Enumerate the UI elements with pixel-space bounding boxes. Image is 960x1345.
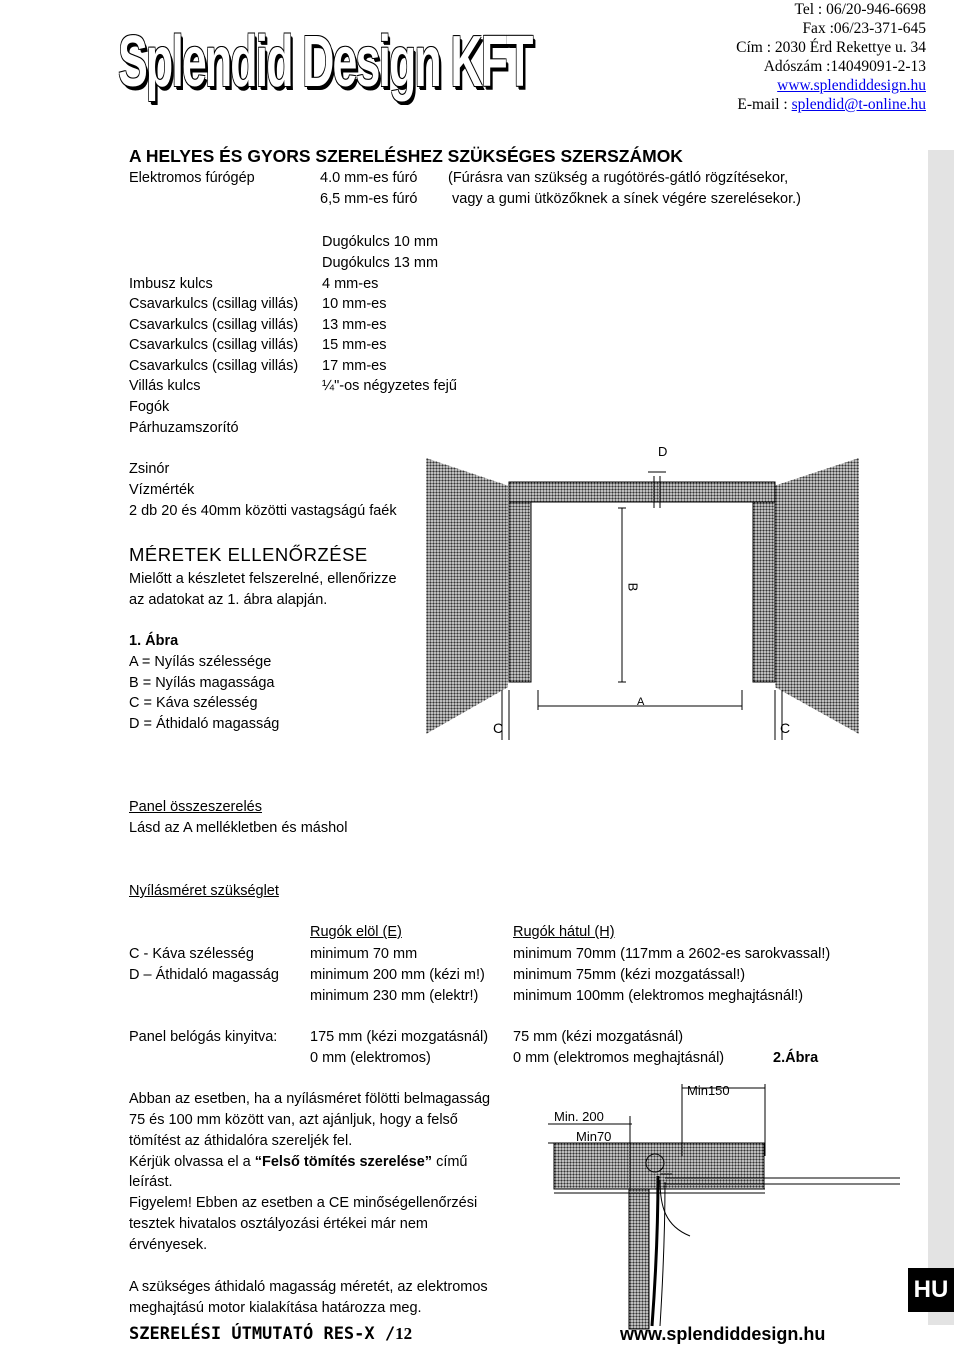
dimension-lines: [420, 440, 870, 750]
footer-manual: [129, 1323, 412, 1345]
tool-name: Csavarkulcs (csillag villás): [129, 337, 299, 353]
page-number: 12: [395, 1324, 413, 1343]
address: Cím : 2030 Érd Rekettye u. 34: [736, 39, 926, 56]
dimension-label-min150: Min150: [687, 1083, 730, 1098]
fax-number: Fax :06/23-371-645: [802, 20, 926, 37]
tool-name: Fogók: [129, 399, 170, 415]
company-logo: Splendid Design KFT: [118, 22, 532, 102]
dimension-label-min70: Min70: [576, 1129, 612, 1144]
panel-row-label: Panel belógás kinyitva:: [129, 1029, 278, 1045]
measurements-title: MÉRETEK ELLENŐRZÉSE: [129, 544, 368, 565]
note-line: tömítést az áthidalóra szereljék fel.: [129, 1133, 353, 1149]
row-label: C - Káva szélesség: [129, 946, 254, 962]
note-line: 75 és 100 mm között van, azt ajánljuk, hogy a felső: [129, 1112, 458, 1128]
row-back: minimum 75mm (kézi mozgatással!): [513, 967, 746, 983]
email-link[interactable]: splendid@t-online.hu: [791, 96, 926, 113]
tool-size: ¼"-os négyzetes fejű: [322, 378, 457, 394]
final-note-line: meghajtású motor kialakítása határozza meg.: [129, 1300, 422, 1316]
dimension-label-d: D: [658, 444, 668, 459]
tool-name: Csavarkulcs (csillag villás): [129, 358, 299, 374]
row-front: minimum 230 mm (elektr!): [310, 988, 479, 1004]
extra-tool: Vízmérték: [129, 482, 195, 498]
socket-wrench-13: Dugókulcs 13 mm: [322, 255, 439, 271]
row-front: minimum 200 mm (kézi m!): [310, 967, 485, 983]
email-line: [736, 95, 926, 114]
figure-2-title: 2.Ábra: [773, 1050, 819, 1066]
drill-note-1: (Fúrásra van szükség a rugótörés-gátló rögzítésekor,: [448, 170, 789, 186]
website-link[interactable]: www.splendiddesign.hu: [777, 77, 926, 94]
final-note-line: A szükséges áthidaló magasság méretét, az elektromos: [129, 1279, 488, 1295]
panel-row-back-2: 0 mm (elektromos meghajtásnál): [513, 1050, 725, 1066]
tool-size: 15 mm-es: [322, 337, 387, 353]
measurements-intro-1: Mielőtt a készletet felszerelné, ellenőrizze: [129, 571, 397, 587]
note-reference: “Felső tömítés szerelése”: [254, 1154, 433, 1170]
figure-1-title: 1. Ábra: [129, 633, 179, 649]
opening-title: Nyílásméret szükséglet: [129, 883, 279, 899]
tool-size: 10 mm-es: [322, 296, 387, 312]
tool-name: Csavarkulcs (csillag villás): [129, 296, 299, 312]
panel-row-back-1: 75 mm (kézi mozgatásnál): [513, 1029, 684, 1045]
note-line: tesztek hivatalos osztályozási értékei már nem: [129, 1216, 428, 1232]
legend-b: B = Nyílás magassága: [129, 675, 275, 691]
tax-number: Adószám :14049091-2-13: [763, 58, 926, 75]
extra-tool: Zsinór: [129, 461, 170, 477]
dimension-label-c-right: C: [780, 720, 791, 736]
col-back-springs: Rugók hátul (H): [513, 924, 615, 940]
tool-name: Villás kulcs: [129, 378, 201, 394]
panel-title: Panel összeszerelés: [129, 799, 262, 815]
panel-text: Lásd az A mellékletben és máshol: [129, 820, 348, 836]
tool-name: Párhuzamszorító: [129, 420, 239, 436]
drill-note-2: vagy a gumi ütközőknek a sínek végére szerelésekor.): [452, 191, 801, 207]
tool-size: 4 mm-es: [322, 276, 379, 292]
note-line: leírást.: [129, 1174, 173, 1190]
note-text: Kérjük olvassa el a: [129, 1154, 255, 1170]
language-badge: HU: [908, 1268, 954, 1312]
phone-number: Tel : 06/20-946-6698: [794, 1, 926, 18]
legend-d: D = Áthidaló magasság: [129, 716, 280, 732]
tool-size: 13 mm-es: [322, 317, 387, 333]
dimension-label-b: B: [625, 582, 641, 592]
panel-row-front-1: 175 mm (kézi mozgatásnál): [310, 1029, 489, 1045]
dimension-label-a: A: [637, 696, 645, 708]
dimension-label-c-left: C: [493, 720, 504, 736]
dimension-label-min200: Min. 200: [554, 1109, 604, 1124]
tool-size: 17 mm-es: [322, 358, 387, 374]
contact-block: [736, 0, 926, 114]
note-line: Abban az esetben, ha a nyílásméret fölötti belmagasság: [129, 1091, 491, 1107]
tool-name: Imbusz kulcs: [129, 276, 213, 292]
drill-bit-2: 6,5 mm-es fúró: [320, 191, 418, 207]
col-front-springs: Rugók elöl (E): [310, 924, 402, 940]
note-text: című: [432, 1154, 468, 1170]
drill-bit-1: 4.0 mm-es fúró: [320, 170, 418, 186]
drill-name: Elektromos fúrógép: [129, 170, 255, 186]
socket-wrench-10: Dugókulcs 10 mm: [322, 234, 439, 250]
footer-website[interactable]: www.splendiddesign.hu: [620, 1324, 826, 1344]
row-back: minimum 100mm (elektromos meghajtásnál!): [513, 988, 804, 1004]
row-back: minimum 70mm (117mm a 2602-es sarokvassal!): [513, 946, 831, 962]
tools-title: A HELYES ÉS GYORS SZERELÉSHEZ SZÜKSÉGES SZERSZÁMOK: [129, 146, 683, 166]
row-front: minimum 70 mm: [310, 946, 418, 962]
note-line: Figyelem! Ebben az esetben a CE minőségellenőrzési: [129, 1195, 478, 1211]
side-band: [928, 150, 954, 1325]
note-line: [129, 1152, 468, 1172]
legend-c: C = Káva szélesség: [129, 695, 258, 711]
legend-a: A = Nyílás szélessége: [129, 654, 272, 670]
email-label: E-mail :: [737, 96, 792, 113]
extra-tool: 2 db 20 és 40mm közötti vastagságú faék: [129, 503, 397, 519]
measurements-intro-2: az adatokat az 1. ábra alapján.: [129, 592, 328, 608]
panel-row-front-2: 0 mm (elektromos): [310, 1050, 431, 1066]
note-line: érvényesek.: [129, 1237, 208, 1253]
tool-name: Csavarkulcs (csillag villás): [129, 317, 299, 333]
row-label: D – Áthidaló magasság: [129, 967, 279, 983]
manual-title: SZERELÉSI ÚTMUTATÓ RES-X /: [129, 1324, 396, 1344]
